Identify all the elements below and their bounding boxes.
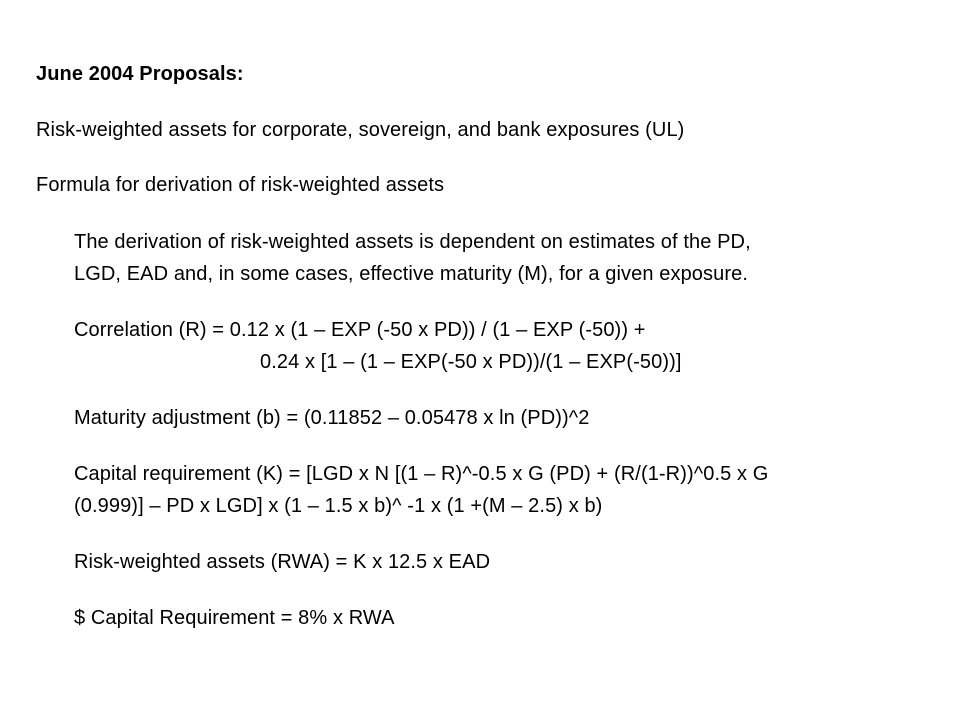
section-title: Formula for derivation of risk-weighted assets — [36, 174, 445, 196]
correlation-formula-line-2: 0.24 x [1 – (1 – EXP(-50 x PD))/(1 – EXP(-50))] — [260, 351, 682, 373]
subtitle: Risk-weighted assets for corporate, sovereign, and bank exposures (UL) — [36, 119, 685, 141]
heading: June 2004 Proposals: — [36, 63, 244, 85]
intro-line-1: The derivation of risk-weighted assets is dependent on estimates of the PD, — [74, 231, 751, 253]
rwa-formula: Risk-weighted assets (RWA) = K x 12.5 x EAD — [74, 551, 491, 573]
capital-requirement-formula-line-2: (0.999)] – PD x LGD] x (1 – 1.5 x b)^ -1 x (1 +(M – 2.5) x b) — [74, 495, 603, 517]
dollar-capital-requirement: $ Capital Requirement = 8% x RWA — [74, 607, 395, 629]
correlation-formula-line-1: Correlation (R) = 0.12 x (1 – EXP (-50 x PD)) / (1 – EXP (-50)) + — [74, 319, 646, 341]
intro-line-2: LGD, EAD and, in some cases, effective maturity (M), for a given exposure. — [74, 263, 748, 285]
capital-requirement-formula-line-1: Capital requirement (K) = [LGD x N [(1 – R)^-0.5 x G (PD) + (R/(1-R))^0.5 x G — [74, 463, 769, 485]
maturity-adjustment-formula: Maturity adjustment (b) = (0.11852 – 0.05478 x ln (PD))^2 — [74, 407, 590, 429]
